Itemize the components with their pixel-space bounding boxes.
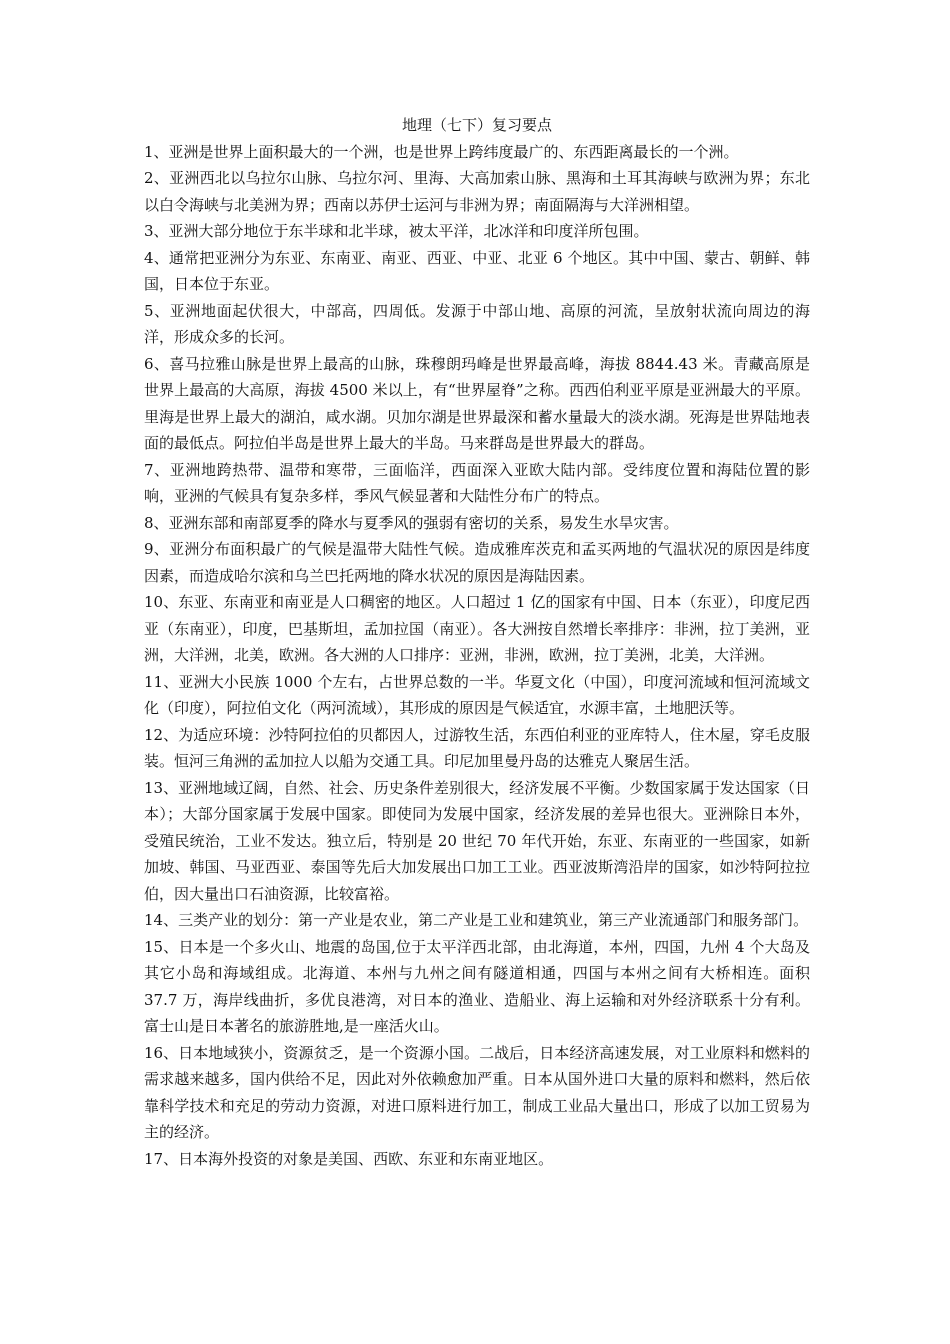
review-point-15: 15、日本是一个多火山、地震的岛国,位于太平洋西北部，由北海道，本州，四国，九州 4 个大岛及其它小岛和海域组成。北海道、本州与九州之间有隧道相通，四国与本州之间有大桥相连。面积 37.7 万，海岸线曲折，多优良港湾，对日本的渔业、造船业、海上运输和对外经济联系十分有利。富士山是日本著名的旅游胜地,是一座活火山。 bbox=[144, 937, 810, 1035]
review-point-13: 13、亚洲地域辽阔，自然、社会、历史条件差别很大，经济发展不平衡。少数国家属于发达国家（日本）；大部分国家属于发展中国家。即使同为发展中国家，经济发展的差异也很大。亚洲除日本外，受殖民统治，工业不发达。独立后，特别是 20 世纪 70 年代开始，东亚、东南亚的一些国家，如新加坡、韩国、马亚西亚、泰国等先后大加发展出口加工工业。西亚波斯湾沿岸的国家，如沙特阿拉拉伯，因大量出口石油资源，比较富裕。 bbox=[144, 778, 810, 903]
review-point-6: 6、喜马拉雅山脉是世界上最高的山脉，珠穆朗玛峰是世界最高峰，海拔 8844.43 米。青藏高原是世界上最高的大高原，海拔 4500 米以上，有“世界屋脊”之称。西西伯利亚平原是亚洲最大的平原。里海是世界上最大的湖泊，咸水湖。贝加尔湖是世界最深和蓄水量最大的淡水湖。死海是世界陆地表面的最低点。阿拉伯半岛是世界上最大的半岛。马来群岛是世界最大的群岛。 bbox=[144, 354, 810, 452]
review-point-7: 7、亚洲地跨热带、温带和寒带，三面临洋，西面深入亚欧大陆内部。受纬度位置和海陆位置的影响，亚洲的气候具有复杂多样，季风气候显著和大陆性分布广的特点。 bbox=[144, 460, 810, 505]
review-point-12: 12、为适应环境：沙特阿拉伯的贝都因人，过游牧生活，东西伯利亚的亚库特人，住木屋，穿毛皮服装。恒河三角洲的孟加拉人以船为交通工具。印尼加里曼丹岛的达雅克人聚居生活。 bbox=[144, 725, 810, 770]
review-point-17: 17、日本海外投资的对象是美国、西欧、东亚和东南亚地区。 bbox=[144, 1149, 554, 1168]
review-point-14: 14、三类产业的划分：第一产业是农业，第二产业是工业和建筑业，第三产业流通部门和服务部门。 bbox=[144, 911, 809, 929]
review-point-10: 10、东亚、东南亚和南亚是人口稠密的地区。人口超过 1 亿的国家有中国、日本（东亚），印度尼西亚（东南亚），印度，巴基斯坦，孟加拉国（南亚）。各大洲按自然增长率排序：非洲，拉丁美洲，亚洲，大洋洲，北美，欧洲。各大洲的人口排序：亚洲，非洲，欧洲，拉丁美洲，北美，大洋洲。 bbox=[144, 593, 810, 664]
document-title: 地理（七下）复习要点 bbox=[401, 116, 552, 134]
review-point-5: 5、亚洲地面起伏很大，中部高，四周低。发源于中部山地、高原的河流，呈放射状流向周边的海洋，形成众多的长河。 bbox=[144, 301, 810, 346]
review-point-9: 9、亚洲分布面积最广的气候是温带大陆性气候。造成雅库茨克和孟买两地的气温状况的原因是纬度因素，而造成哈尔滨和乌兰巴托两地的降水状况的原因是海陆因素。 bbox=[144, 540, 810, 585]
review-point-3: 3、亚洲大部分地位于东半球和北半球，被太平洋，北冰洋和印度洋所包围。 bbox=[144, 222, 649, 240]
review-point-8: 8、亚洲东部和南部夏季的降水与夏季风的强弱有密切的关系，易发生水旱灾害。 bbox=[144, 513, 679, 532]
review-point-11: 11、亚洲大小民族 1000 个左右，占世界总数的一半。华夏文化（中国），印度河流域和恒河流域文化（印度），阿拉伯文化（两河流域），其形成的原因是气候适宜，水源丰富，土地肥沃等。 bbox=[144, 672, 810, 717]
review-point-16: 16、日本地域狭小，资源贫乏，是一个资源小国。二战后，日本经济高速发展，对工业原料和燃料的需求越来越多，国内供给不足，因此对外依赖愈加严重。日本从国外进口大量的原料和燃料，然后依靠科学技术和充足的劳动力资源，对进口原料进行加工，制成工业品大量出口，形成了以加工贸易为主的经济。 bbox=[144, 1043, 810, 1141]
document-page bbox=[144, 112, 810, 1172]
review-point-4: 4、通常把亚洲分为东亚、东南亚、南亚、西亚、中亚、北亚 6 个地区。其中中国、蒙古、朝鲜、韩国，日本位于东亚。 bbox=[144, 248, 810, 293]
review-point-1: 1、亚洲是世界上面积最大的一个洲，也是世界上跨纬度最广的、东西距离最长的一个洲。 bbox=[144, 142, 739, 161]
review-point-2: 2、亚洲西北以乌拉尔山脉、乌拉尔河、里海、大高加索山脉、黑海和土耳其海峡与欧洲为界；东北以白令海峡与北美洲为界；西南以苏伊士运河与非洲为界；南面隔海与大洋洲相望。 bbox=[144, 169, 810, 214]
